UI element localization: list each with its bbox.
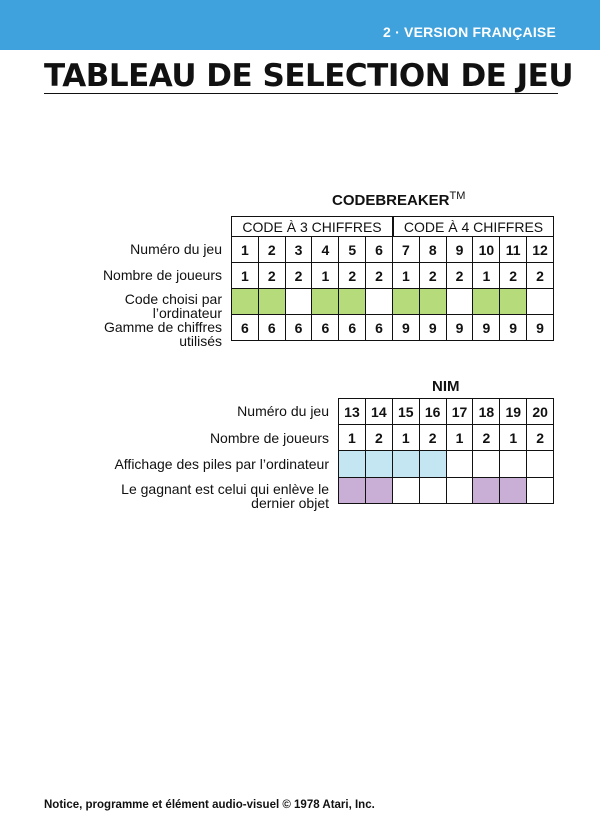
table-cell: 6 <box>366 315 393 341</box>
table-cell: 9 <box>446 315 473 341</box>
marker-cell <box>392 477 419 503</box>
page-title: TABLEAU DE SELECTION DE JEU <box>44 58 574 94</box>
cb-label-gamme-line1: Gamme de chiffres <box>103 319 222 335</box>
table-cell: 1 <box>446 425 473 451</box>
table-cell: 5 <box>339 237 366 263</box>
nim-label-gagnant-line2: dernier objet <box>251 495 329 511</box>
nim-table <box>338 398 554 504</box>
cb-row-numero <box>232 237 554 263</box>
cb-row-code <box>232 289 554 315</box>
group-3-digit <box>231 216 393 236</box>
cb-label-code-line1: Code choisi par <box>124 291 222 307</box>
marker-cell <box>339 451 366 477</box>
marker-cell <box>527 451 554 477</box>
table-cell: 2 <box>339 263 366 289</box>
table-cell: 2 <box>258 263 285 289</box>
marker-cell <box>446 477 473 503</box>
table-cell: 10 <box>473 237 500 263</box>
marker-cell <box>446 289 473 315</box>
table-cell: 13 <box>339 399 366 425</box>
table-cell: 1 <box>392 425 419 451</box>
table-cell: 6 <box>339 315 366 341</box>
nim-title-text: NIM <box>432 378 460 395</box>
table-cell: 1 <box>232 263 259 289</box>
table-cell: 9 <box>473 315 500 341</box>
marker-cell <box>258 289 285 315</box>
group-4-digit-label: CODE À 4 CHIFFRES <box>403 219 544 235</box>
nim-label-numero-text: Numéro du jeu <box>237 403 329 419</box>
table-cell: 2 <box>527 263 554 289</box>
marker-cell <box>366 289 393 315</box>
cb-label-gamme <box>104 320 222 348</box>
table-cell: 2 <box>473 425 500 451</box>
marker-cell <box>392 289 419 315</box>
marker-cell <box>419 451 446 477</box>
version-label: 2 · VERSION FRANÇAISE <box>383 24 556 40</box>
cb-label-code-line2: l’ordinateur <box>152 305 222 321</box>
nim-label-joueurs-text: Nombre de joueurs <box>209 430 329 446</box>
marker-cell <box>312 289 339 315</box>
marker-cell <box>392 451 419 477</box>
table-cell: 18 <box>473 399 500 425</box>
cb-label-joueurs <box>103 268 222 282</box>
table-cell: 2 <box>366 263 393 289</box>
table-cell: 1 <box>392 263 419 289</box>
nim-label-joueurs <box>210 431 329 445</box>
table-cell: 2 <box>285 263 312 289</box>
table-cell: 2 <box>365 425 392 451</box>
codebreaker-title-text: CODEBREAKER <box>332 192 450 209</box>
table-cell: 1 <box>232 237 259 263</box>
nim-row-affichage <box>339 451 554 477</box>
marker-cell <box>473 289 500 315</box>
table-cell: 9 <box>527 315 554 341</box>
marker-cell <box>446 451 473 477</box>
marker-cell <box>339 289 366 315</box>
table-cell: 6 <box>258 315 285 341</box>
marker-cell <box>527 477 554 503</box>
table-cell: 1 <box>339 425 366 451</box>
table-cell: 4 <box>312 237 339 263</box>
marker-cell <box>500 451 527 477</box>
nim-title <box>432 378 460 395</box>
marker-cell <box>285 289 312 315</box>
cb-label-code <box>125 292 222 320</box>
marker-cell <box>500 289 527 315</box>
header-band <box>0 0 600 50</box>
group-3-digit-label: CODE À 3 CHIFFRES <box>242 219 382 235</box>
marker-cell <box>365 451 392 477</box>
table-cell: 12 <box>527 237 554 263</box>
cb-row-gamme <box>232 315 554 341</box>
nim-row-gagnant <box>339 477 554 503</box>
table-cell: 6 <box>366 237 393 263</box>
nim-label-gagnant-line1: Le gagnant est celui qui enlève le <box>121 481 329 497</box>
table-cell: 9 <box>392 315 419 341</box>
table-cell: 17 <box>446 399 473 425</box>
table-cell: 14 <box>365 399 392 425</box>
codebreaker-title <box>332 190 465 209</box>
table-cell: 2 <box>500 263 527 289</box>
table-cell: 16 <box>419 399 446 425</box>
table-cell: 11 <box>500 237 527 263</box>
nim-label-affichage <box>114 457 329 471</box>
table-cell: 9 <box>500 315 527 341</box>
nim-label-gagnant <box>121 482 329 510</box>
table-cell: 1 <box>500 425 527 451</box>
marker-cell <box>419 289 446 315</box>
cb-label-numero <box>130 242 222 256</box>
table-cell: 3 <box>285 237 312 263</box>
nim-label-numero <box>237 404 329 418</box>
title-rule <box>44 93 558 94</box>
table-cell: 9 <box>419 315 446 341</box>
marker-cell <box>500 477 527 503</box>
trademark-mark: TM <box>449 190 466 202</box>
marker-cell <box>473 477 500 503</box>
table-cell: 6 <box>232 315 259 341</box>
table-cell: 20 <box>527 399 554 425</box>
group-4-digit <box>393 216 554 236</box>
cb-label-numero-text: Numéro du jeu <box>130 241 222 257</box>
table-cell: 2 <box>419 425 446 451</box>
table-cell: 2 <box>446 263 473 289</box>
cb-row-joueurs <box>232 263 554 289</box>
table-cell: 2 <box>258 237 285 263</box>
codebreaker-table <box>231 236 554 341</box>
table-cell: 8 <box>419 237 446 263</box>
marker-cell <box>365 477 392 503</box>
cb-label-joueurs-text: Nombre de joueurs <box>102 267 222 283</box>
marker-cell <box>419 477 446 503</box>
marker-cell <box>232 289 259 315</box>
table-cell: 9 <box>446 237 473 263</box>
copyright-footer: Notice, programme et élément audio-visuel © 1978 Atari, Inc. <box>44 799 375 811</box>
table-cell: 6 <box>312 315 339 341</box>
table-cell: 7 <box>392 237 419 263</box>
table-cell: 1 <box>473 263 500 289</box>
nim-row-joueurs <box>339 425 554 451</box>
cb-label-gamme-line2: utilisés <box>179 333 222 349</box>
marker-cell <box>473 451 500 477</box>
table-cell: 15 <box>392 399 419 425</box>
table-cell: 2 <box>419 263 446 289</box>
marker-cell <box>339 477 366 503</box>
nim-row-numero <box>339 399 554 425</box>
marker-cell <box>527 289 554 315</box>
table-cell: 1 <box>312 263 339 289</box>
table-cell: 6 <box>285 315 312 341</box>
nim-label-affichage-text: Affichage des piles par l’ordinateur <box>114 456 329 472</box>
table-cell: 19 <box>500 399 527 425</box>
table-cell: 2 <box>527 425 554 451</box>
